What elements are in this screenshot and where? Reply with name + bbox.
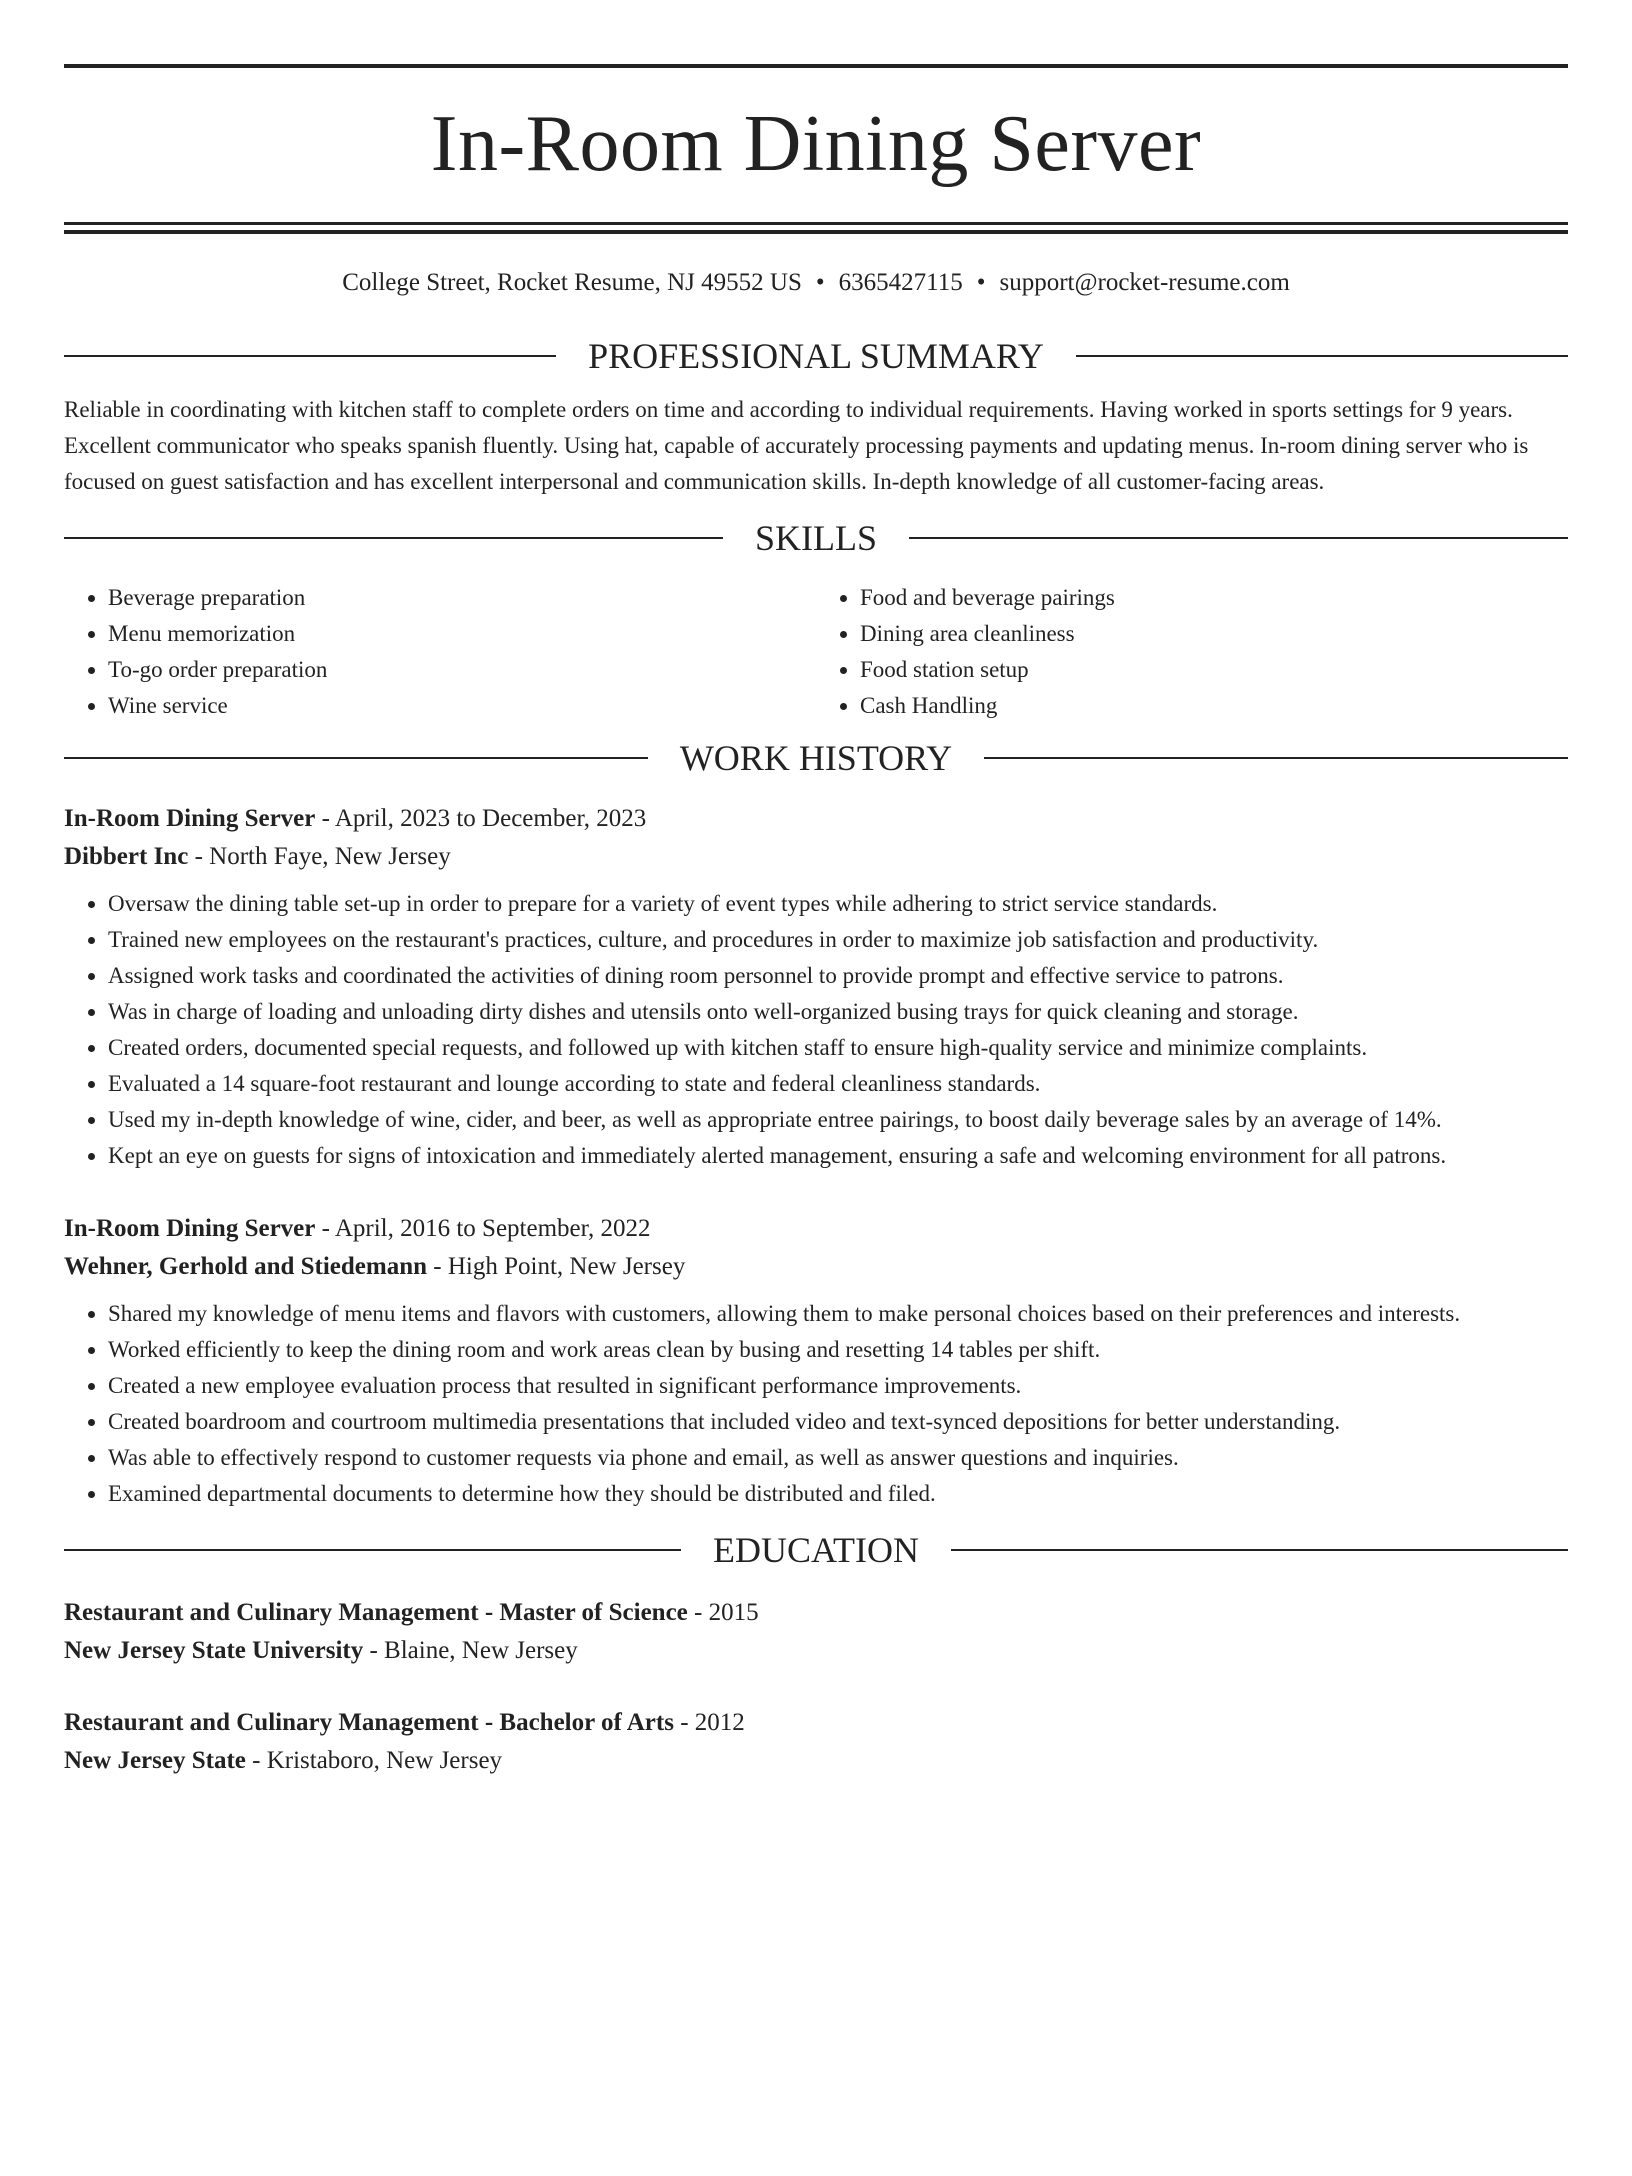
job-bullet: • Created boardroom and courtroom multimedia presentations that included video and text-synced depositions for better understanding. xyxy=(108,1404,1568,1440)
education-entry xyxy=(64,1704,1568,1780)
job-bullet: • Was able to effectively respond to customer requests via phone and email, as well as answer questions and inquiries. xyxy=(108,1440,1568,1476)
skill-item: • To-go order preparation xyxy=(108,652,816,688)
job-entry xyxy=(64,800,1568,1174)
contact-phone: 6365427115 xyxy=(838,269,963,296)
job-company-line xyxy=(64,1248,1568,1286)
skill-item: • Cash Handling xyxy=(860,688,1568,724)
edu-degree-line xyxy=(64,1704,1568,1742)
edu-school-line xyxy=(64,1742,1568,1780)
heading-rule xyxy=(64,537,723,539)
top-rule xyxy=(64,64,1568,68)
heading-rule xyxy=(64,355,556,357)
job-bullet: • Trained new employees on the restaurant's practices, culture, and procedures in order to maximize job satisfaction and productivity. xyxy=(108,922,1568,958)
heading-rule xyxy=(64,757,648,759)
contact-line xyxy=(64,268,1568,298)
edu-location: - Kristaboro, New Jersey xyxy=(245,1747,503,1774)
double-rule xyxy=(64,222,1568,234)
job-bullet: • Was in charge of loading and unloading dirty dishes and utensils onto well-organized busing trays for quick cleaning and storage. xyxy=(108,994,1568,1030)
skills-column-left xyxy=(64,580,816,724)
resume-page xyxy=(0,64,1632,2176)
skills-heading-label: SKILLS xyxy=(755,518,878,558)
job-title-line xyxy=(64,800,1568,838)
job-bullet: • Oversaw the dining table set-up in order to prepare for a variety of event types while adhering to strict service standards. xyxy=(108,886,1568,922)
contact-separator: • xyxy=(976,269,986,296)
job-bullet: • Shared my knowledge of menu items and flavors with customers, allowing them to make personal choices based on their preferences and interests. xyxy=(108,1296,1568,1332)
candidate-name: In-Room Dining Server xyxy=(430,100,1202,188)
skill-item: • Beverage preparation xyxy=(108,580,816,616)
skill-item: • Wine service xyxy=(108,688,816,724)
job-title-line xyxy=(64,1210,1568,1248)
edu-school-line xyxy=(64,1632,1568,1670)
skill-item: • Menu memorization xyxy=(108,616,816,652)
job-entry xyxy=(64,1210,1568,1512)
job-bullet: • Created a new employee evaluation process that resulted in significant performance improvements. xyxy=(108,1368,1568,1404)
job-company: Dibbert Inc xyxy=(64,843,189,870)
skills-column-right xyxy=(816,580,1568,724)
heading-rule xyxy=(951,1549,1568,1551)
education-heading xyxy=(64,1530,1568,1570)
job-bullet: • Created orders, documented special requests, and followed up with kitchen staff to ensure high-quality service and minimize complaints. xyxy=(108,1030,1568,1066)
job-dates: - April, 2023 to December, 2023 xyxy=(315,805,647,832)
education-heading-label: EDUCATION xyxy=(713,1530,919,1570)
job-location: - High Point, New Jersey xyxy=(427,1253,686,1280)
contact-email: support@rocket-resume.com xyxy=(999,269,1290,296)
edu-year: - 2012 xyxy=(673,1709,745,1736)
contact-separator: • xyxy=(815,269,825,296)
job-bullet: • Examined departmental documents to determine how they should be distributed and filed. xyxy=(108,1476,1568,1512)
heading-rule xyxy=(1076,355,1568,357)
job-bullets xyxy=(64,886,1568,1174)
job-title: In-Room Dining Server xyxy=(64,1215,316,1242)
job-company-line xyxy=(64,838,1568,876)
job-bullet: • Assigned work tasks and coordinated the activities of dining room personnel to provide prompt and effective service to patrons. xyxy=(108,958,1568,994)
skill-item: • Dining area cleanliness xyxy=(860,616,1568,652)
skills-list xyxy=(64,580,1568,724)
job-location: - North Faye, New Jersey xyxy=(188,843,451,870)
heading-rule xyxy=(984,757,1568,759)
summary-heading-label: PROFESSIONAL SUMMARY xyxy=(588,336,1044,376)
job-bullet: • Worked efficiently to keep the dining room and work areas clean by busing and resetting 14 tables per shift. xyxy=(108,1332,1568,1368)
job-bullet: • Used my in-depth knowledge of wine, cider, and beer, as well as appropriate entree pairings, to boost daily beverage sales by an average of 14%. xyxy=(108,1102,1568,1138)
work-heading xyxy=(64,738,1568,778)
job-dates: - April, 2016 to September, 2022 xyxy=(315,1215,651,1242)
heading-rule xyxy=(909,537,1568,539)
skills-heading xyxy=(64,518,1568,558)
education-entry xyxy=(64,1594,1568,1670)
job-bullet: • Kept an eye on guests for signs of intoxication and immediately alerted management, ensuring a safe and welcoming environment for all patrons. xyxy=(108,1138,1568,1174)
edu-school: New Jersey State University xyxy=(64,1637,364,1664)
edu-degree: Restaurant and Culinary Management - Bachelor of Arts xyxy=(64,1709,674,1736)
job-bullet: • Evaluated a 14 square-foot restaurant and lounge according to state and federal cleanliness standards. xyxy=(108,1066,1568,1102)
summary-text: Reliable in coordinating with kitchen staff to complete orders on time and according to individual requirements. Having worked in sports settings for 9 years. Excellent communicator who speaks spanish fluently. Using hat, capable of accurately processing payments and updating menus. In-room dining server who is focused on guest satisfaction and has excellent interpersonal and communication skills. In-depth knowledge of all customer-facing areas. xyxy=(64,397,1529,494)
edu-year: - 2015 xyxy=(687,1599,759,1626)
job-bullets xyxy=(64,1296,1568,1512)
job-title: In-Room Dining Server xyxy=(64,805,316,832)
edu-school: New Jersey State xyxy=(64,1747,246,1774)
edu-degree-line xyxy=(64,1594,1568,1632)
summary-heading xyxy=(64,336,1568,376)
edu-degree: Restaurant and Culinary Management - Master of Science xyxy=(64,1599,688,1626)
work-heading-label: WORK HISTORY xyxy=(679,738,953,778)
skill-item: • Food and beverage pairings xyxy=(860,580,1568,616)
job-company: Wehner, Gerhold and Stiedemann xyxy=(64,1253,428,1280)
heading-rule xyxy=(64,1549,681,1551)
edu-location: - Blaine, New Jersey xyxy=(363,1637,578,1664)
contact-address: College Street, Rocket Resume, NJ 49552 US xyxy=(342,269,802,296)
skill-item: • Food station setup xyxy=(860,652,1568,688)
